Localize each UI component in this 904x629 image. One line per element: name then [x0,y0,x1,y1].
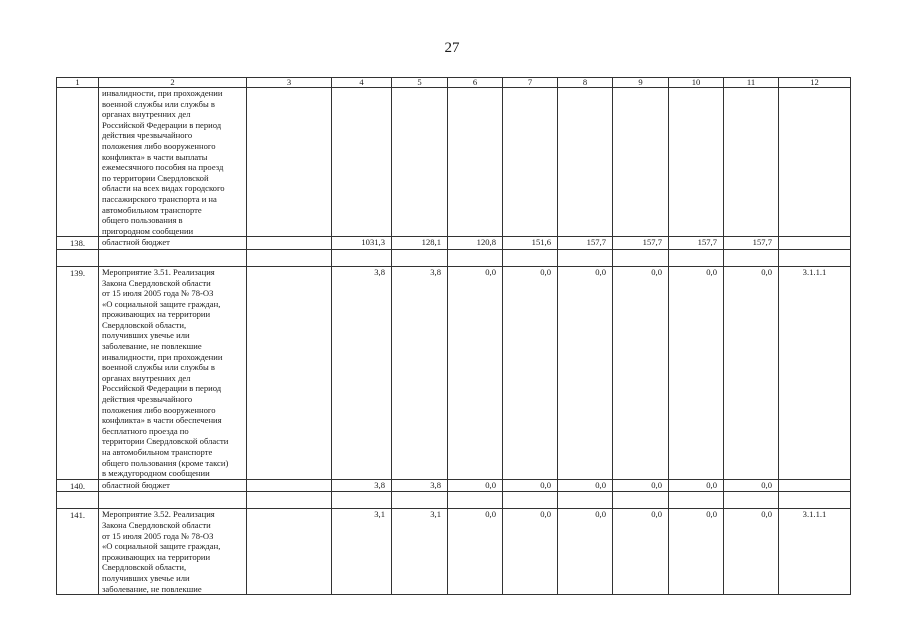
header-row [57,78,851,88]
cell-c4: 3,8 [332,479,392,492]
header-cell: 6 [448,78,503,88]
name-line: общего пользования (кроме такси) [102,457,229,468]
header-cell: 3 [247,78,332,88]
cell-c6: 0,0 [448,509,503,595]
name-line: Российской Федерации в период [102,119,222,130]
spacer-cell [503,492,558,509]
cell-c6 [448,88,503,237]
row-name [99,88,247,237]
name-line: областной бюджет [102,237,170,248]
header-cell: 11 [724,78,779,88]
header-cell: 8 [558,78,613,88]
name-line: ежемесячного пособия на проезд [102,162,224,173]
name-line: «О социальной защите граждан, [102,541,221,552]
spacer-cell [392,249,448,266]
cell-c12: 3.1.1.1 [779,266,851,479]
cell-c8: 157,7 [558,237,613,250]
table-row [57,479,851,492]
name-line: проживающих на территории [102,551,211,562]
name-line: инвалидности, при прохождении [102,351,223,362]
spacer-cell [392,492,448,509]
cell-c9: 0,0 [613,266,669,479]
cell-c5 [392,88,448,237]
name-line: получивших увечье или [102,572,190,583]
cell-c11: 0,0 [724,509,779,595]
spacer-cell [57,249,99,266]
name-line: военной службы или службы в [102,98,215,109]
spacer-cell [669,249,724,266]
cell-c5: 3,8 [392,479,448,492]
spacer-cell [724,249,779,266]
header-cell: 7 [503,78,558,88]
name-line: пригородном сообщении [102,225,194,236]
cell-c7: 0,0 [503,509,558,595]
header-cell: 12 [779,78,851,88]
cell-c10: 0,0 [669,509,724,595]
row-name [99,266,247,479]
table-row [57,266,851,479]
name-line: территории Свердловской области [102,436,229,447]
cell-c7: 151,6 [503,237,558,250]
cell-c6: 120,8 [448,237,503,250]
spacer-row [57,492,851,509]
spacer-cell [247,249,332,266]
name-line: в междугородном сообщении [102,468,210,479]
name-line: действия чрезвычайного [102,130,193,141]
cell-c10: 0,0 [669,266,724,479]
name-line: общего пользования в [102,215,183,226]
name-line: проживающих на территории [102,309,211,320]
cell-c9: 0,0 [613,509,669,595]
cell-c8: 0,0 [558,479,613,492]
header-cell: 5 [392,78,448,88]
page-number: 27 [444,40,460,56]
row-name [99,237,247,250]
header-cell: 9 [613,78,669,88]
spacer-cell [57,492,99,509]
cell-c4 [332,88,392,237]
name-line: органах внутренних дел [102,109,191,120]
spacer-cell [332,492,392,509]
spacer-cell [448,249,503,266]
header-cell: 2 [99,78,247,88]
spacer-cell [779,492,851,509]
name-line: бесплатного проезда по [102,425,189,436]
name-line: действия чрезвычайного [102,394,193,405]
name-line: Российской Федерации в период [102,383,222,394]
name-line: Мероприятие 3.51. Реализация [102,266,215,277]
cell-c11: 0,0 [724,266,779,479]
cell-c11: 0,0 [724,479,779,492]
spacer-cell [99,249,247,266]
table-row [57,509,851,595]
name-line: по территории Свердловской [102,172,209,183]
cell-c11: 157,7 [724,237,779,250]
cell-c12: 3.1.1.1 [779,509,851,595]
row-number [57,88,99,237]
cell-c8: 0,0 [558,509,613,595]
cell-c6: 0,0 [448,479,503,492]
name-line: военной службы или службы в [102,362,215,373]
name-line: органах внутренних дел [102,372,191,383]
cell-c5: 3,8 [392,266,448,479]
cell-c3 [247,479,332,492]
spacer-cell [779,249,851,266]
cell-c3 [247,509,332,595]
name-line: Свердловской области, [102,562,187,573]
table-row [57,88,851,237]
header-cell: 4 [332,78,392,88]
spacer-cell [613,249,669,266]
name-line: «О социальной защите граждан, [102,298,221,309]
cell-c9 [613,88,669,237]
spacer-cell [724,492,779,509]
table-row [57,237,851,250]
spacer-cell [503,249,558,266]
name-line: положения либо вооруженного [102,404,216,415]
spacer-cell [99,492,247,509]
cell-c3 [247,266,332,479]
cell-c12 [779,237,851,250]
cell-c10: 157,7 [669,237,724,250]
spacer-cell [448,492,503,509]
spacer-cell [247,492,332,509]
cell-c4: 3,1 [332,509,392,595]
row-number: 141. [57,509,99,595]
cell-c3 [247,237,332,250]
name-line: от 15 июля 2005 года № 78-ОЗ [102,288,214,299]
cell-c8 [558,88,613,237]
spacer-cell [613,492,669,509]
name-line: конфликта» в части обеспечения [102,415,222,426]
name-line: от 15 июля 2005 года № 78-ОЗ [102,530,214,541]
name-line: Закона Свердловской области [102,519,211,530]
name-line: автомобильном транспорте [102,204,202,215]
row-number: 139. [57,266,99,479]
name-line: на автомобильном транспорте [102,447,213,457]
spacer-cell [558,249,613,266]
row-number: 138. [57,237,99,250]
name-line: Мероприятие 3.52. Реализация [102,509,215,520]
name-line: области на всех видах городского [102,183,225,194]
cell-c7 [503,88,558,237]
budget-table [56,77,851,595]
name-line: инвалидности, при прохождении [102,88,223,98]
header-cell: 10 [669,78,724,88]
spacer-row [57,249,851,266]
cell-c10 [669,88,724,237]
cell-c5: 128,1 [392,237,448,250]
cell-c4: 3,8 [332,266,392,479]
name-line: заболевание, не повлекшие [102,583,202,594]
row-name [99,479,247,492]
cell-c9: 157,7 [613,237,669,250]
cell-c10: 0,0 [669,479,724,492]
cell-c11 [724,88,779,237]
row-number: 140. [57,479,99,492]
name-line: Свердловской области, [102,319,187,330]
name-line: Закона Свердловской области [102,277,211,288]
name-line: положения либо вооруженного [102,140,216,151]
cell-c5: 3,1 [392,509,448,595]
cell-c8: 0,0 [558,266,613,479]
cell-c4: 1031,3 [332,237,392,250]
spacer-cell [669,492,724,509]
cell-c3 [247,88,332,237]
cell-c7: 0,0 [503,266,558,479]
name-line: конфликта» в части выплаты [102,151,208,162]
cell-c6: 0,0 [448,266,503,479]
name-line: областной бюджет [102,479,170,490]
spacer-cell [558,492,613,509]
cell-c7: 0,0 [503,479,558,492]
name-line: пассажирского транспорта и на [102,193,217,204]
row-name [99,509,247,595]
name-line: получивших увечье или [102,330,190,341]
spacer-cell [332,249,392,266]
cell-c12 [779,88,851,237]
name-line: заболевание, не повлекшие [102,341,202,352]
cell-c12 [779,479,851,492]
header-cell: 1 [57,78,99,88]
cell-c9: 0,0 [613,479,669,492]
